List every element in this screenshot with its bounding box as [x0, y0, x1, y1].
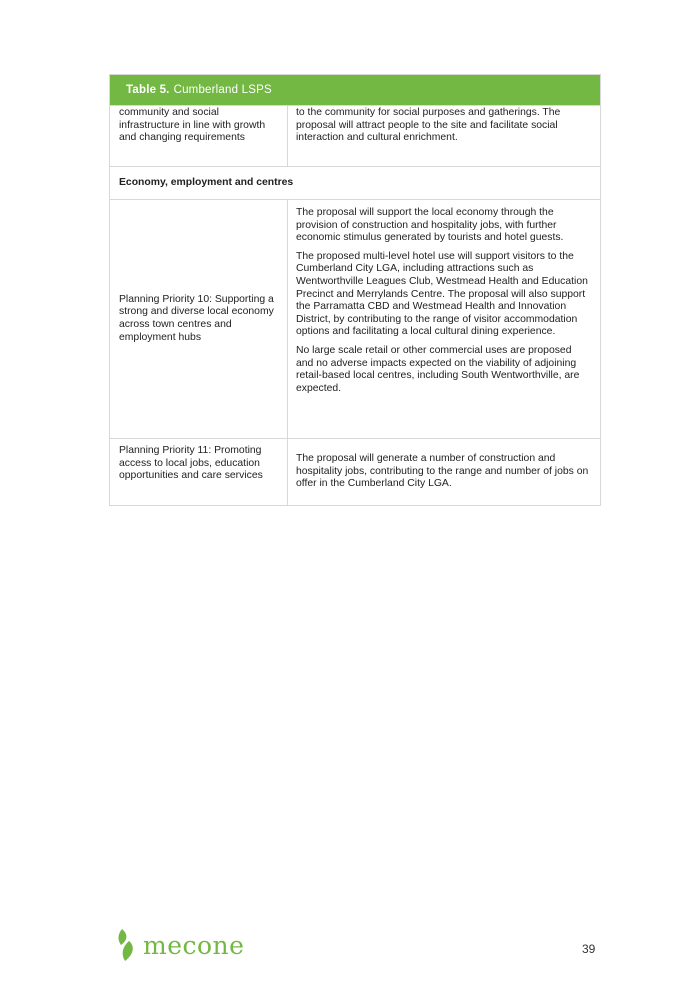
response-cell: to the community for social purposes and gatherings. The proposal will attract people to the site and facilitate social interaction and cultural enrichment. [296, 107, 561, 144]
mecone-logo [112, 928, 244, 962]
table-title: Cumberland LSPS [173, 83, 272, 96]
table-row [110, 438, 600, 505]
page-number: 39 [582, 942, 596, 956]
response-paragraph: The proposal will support the local economy through the provision of construction and hospitality jobs, with further economic stimulus generated by tourists and hotel guests. [296, 207, 564, 244]
response-cell [288, 200, 600, 438]
response-paragraph: No large scale retail or other commercial uses are proposed and no adverse impacts expected on the viability of adjoining retail-based local centres, including South Wentworthville, are expected. [296, 344, 580, 394]
table-row [110, 105, 600, 166]
policy-table [109, 74, 601, 506]
table-header [110, 75, 600, 105]
priority-cell: community and social infrastructure in line with growth and changing requirements [110, 106, 288, 166]
response-paragraph: The proposed multi-level hotel use will support visitors to the Cumberland City LGA, including attractions such as Wentworthville Leagues Club, Westmead Health and Education Precinct and Merrylands Centre. The proposal will also support the Parramatta CBD and Westmead Health and Innovation District, by contributing to the range of visitor accommodation options and facilitating a local cultural dining experience. [296, 250, 588, 338]
logo-text: mecone [143, 930, 245, 960]
leaf-icon [112, 928, 138, 962]
priority-cell: Planning Priority 11: Promoting access to local jobs, education opportunities and care services [110, 439, 288, 505]
priority-cell: Planning Priority 10: Supporting a strong and diverse local economy across town centres and employment hubs [110, 200, 288, 438]
table-row [110, 199, 600, 438]
response-cell [288, 439, 600, 505]
table-label: Table 5. [126, 83, 170, 96]
section-heading: Economy, employment and centres [110, 166, 600, 199]
response-text: The proposal will generate a number of construction and hospitality jobs, contributing to the range and number of jobs on offer in the Cumberland City LGA. [296, 453, 589, 490]
